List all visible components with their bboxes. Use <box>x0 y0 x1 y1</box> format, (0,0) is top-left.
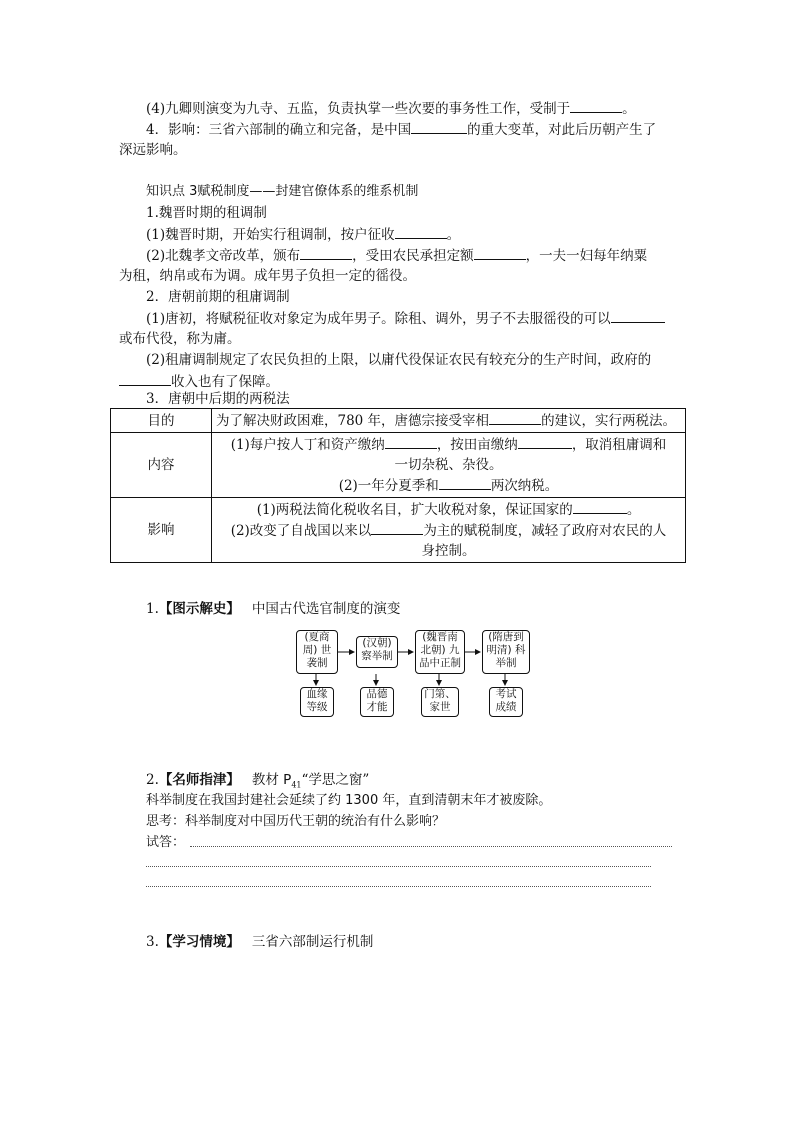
flow-sub-text: 门第、 <box>424 688 456 700</box>
section-1-title: 1.魏晋时期的租调制 <box>146 205 267 221</box>
effect-text-2a: (2)改变了自战国以来以 <box>230 523 372 539</box>
q2-number: 2. <box>146 772 159 788</box>
q1-number: 1. <box>146 601 159 617</box>
item-4-line <box>146 98 636 119</box>
q2-title-page: 41 <box>291 780 302 790</box>
flow-box-text: (夏商 <box>304 631 330 643</box>
q2-answer-label: 试答： <box>146 835 186 850</box>
q2-title-b: “学思之窗” <box>301 772 370 788</box>
flow-sub-text: 等级 <box>306 701 328 713</box>
flow-box-text: (魏晋南 <box>422 631 458 643</box>
content-text-1c: ，取消租庸调和 <box>571 437 667 453</box>
influence-text-a: 4．影响：三省六部制的确立和完备，是中国 <box>146 122 412 138</box>
flow-sub-text: 家世 <box>429 701 451 713</box>
flow-box-text: 袭制 <box>306 657 328 669</box>
answer-blank[interactable] <box>395 224 447 239</box>
s1-item2-text-d: 为租，纳帛或布为调。成年男子负担一定的徭役。 <box>119 268 416 284</box>
answer-line[interactable] <box>190 846 672 847</box>
flow-box-text: 北朝) 九 <box>420 644 460 656</box>
answer-blank[interactable] <box>371 520 423 535</box>
answer-blank[interactable] <box>300 245 352 260</box>
q3-tag: 【学习情境】 <box>158 934 240 950</box>
s2-item1-line <box>146 308 665 329</box>
q1-heading <box>146 599 400 619</box>
flow-sub-box <box>421 687 459 717</box>
flow-sub-box <box>300 687 334 717</box>
content-text-1b: ，按田亩缴纳 <box>436 437 518 453</box>
flow-box-text: 周) 世 <box>302 644 332 656</box>
flow-box-text: (汉朝) <box>362 637 392 649</box>
flow-sub-text: 成绩 <box>495 701 517 713</box>
flow-sub-box <box>360 687 394 717</box>
answer-blank[interactable] <box>411 119 467 134</box>
content-text-1a: (1)每户按人丁和资产缴纳 <box>230 437 385 453</box>
q2-statement: 科举制度在我国封建社会延续了约 1300 年，直到清朝末年才被废除。 <box>146 793 552 808</box>
flow-sub-text: 血缘 <box>306 688 328 700</box>
flow-sub-text: 品德 <box>366 688 388 700</box>
effect-text-1b: 。 <box>626 502 641 518</box>
section-3-title: 3．唐朝中后期的两税法 <box>146 391 290 407</box>
answer-blank[interactable] <box>439 475 491 490</box>
answer-blank[interactable] <box>119 371 171 386</box>
q2-tag: 【名师指津】 <box>158 772 240 788</box>
content-text-2a: (2)一年分夏季和 <box>338 478 439 494</box>
item-4-end: 。 <box>622 101 636 117</box>
table-row <box>111 498 686 563</box>
answer-blank[interactable] <box>573 499 627 514</box>
s1-item2-text-b: ，受田农民承担定额 <box>352 248 474 264</box>
table-row <box>111 433 686 498</box>
effect-cell <box>212 498 686 563</box>
selection-system-flowchart <box>296 630 536 720</box>
q2-title-a: 教材 P <box>251 772 292 788</box>
flow-box-text: 举制 <box>495 657 517 669</box>
effect-line-1 <box>216 499 681 520</box>
two-tax-table <box>110 408 686 563</box>
q3-title: 三省六部制运行机制 <box>251 934 374 950</box>
s2-item1-text-b: 或布代役，称为庸。 <box>119 331 241 347</box>
q3-heading <box>146 932 373 952</box>
answer-blank[interactable] <box>474 245 526 260</box>
flow-box-text: 明清) 科 <box>486 644 526 656</box>
s1-item2-line <box>146 245 647 266</box>
effect-text-2b: 为主的赋税制度，减轻了政府对农民的人 <box>423 523 667 539</box>
influence-line <box>146 119 656 140</box>
item-4-text: (4)九卿则演变为九寺、五监，负责执掌一些次要的事务性工作，受制于 <box>146 101 571 117</box>
section-2-title: 2．唐朝前期的租庸调制 <box>146 289 290 305</box>
s1-item2-text-c: ，一夫一妇每年纳粟 <box>525 248 648 264</box>
q1-title: 中国古代选官制度的演变 <box>251 601 401 617</box>
q2-question: 思考：科举制度对中国历代王朝的统治有什么影响？ <box>146 814 446 829</box>
answer-blank[interactable] <box>385 434 437 449</box>
row-label-content: 内容 <box>111 433 212 498</box>
answer-blank[interactable] <box>518 434 572 449</box>
row-label-effect: 影响 <box>111 498 212 563</box>
knowledge-point-title: 知识点 3赋税制度——封建官僚体系的维系机制 <box>146 184 419 199</box>
row-label-purpose: 目的 <box>111 409 212 433</box>
s2-item2-text-b: 收入也有了保障。 <box>171 374 279 390</box>
content-text-1d: 一切杂税、杂役。 <box>394 457 503 473</box>
answer-line[interactable] <box>146 886 651 887</box>
flow-sub-text: 才能 <box>366 701 388 713</box>
s1-item1-line <box>146 224 460 245</box>
s1-item2-text-a: (2)北魏孝文帝改革，颁布 <box>146 248 301 264</box>
effect-text-2c: 身控制。 <box>421 543 476 559</box>
q1-tag: 【图示解史】 <box>158 601 240 617</box>
flow-box-imperial-exam <box>482 630 530 674</box>
influence-text-b: 的重大变革，对此后历朝产生了 <box>467 122 657 138</box>
content-cell <box>212 433 686 498</box>
flow-box-text: 察举制 <box>361 650 393 662</box>
flow-box-hereditary <box>296 630 338 674</box>
content-line-2 <box>216 475 681 496</box>
influence-text-c: 深远影响。 <box>119 142 187 158</box>
s2-item1-text: (1)唐初，将赋税征收对象定为成年男子。除租、调外，男子不去服徭役的可以 <box>146 311 611 327</box>
purpose-cell <box>212 409 686 433</box>
flow-sub-box <box>489 687 523 717</box>
flow-box-text: 品中正制 <box>419 657 461 669</box>
answer-blank[interactable] <box>489 410 541 425</box>
effect-text-1a: (1)两税法简化税收名目，扩大收税对象，保证国家的 <box>256 502 573 518</box>
q3-number: 3. <box>146 934 159 950</box>
flow-box-recommendation <box>356 636 398 668</box>
s1-item1-end: 。 <box>446 227 461 243</box>
content-line-1 <box>216 434 681 455</box>
flow-box-nine-rank <box>415 630 465 674</box>
s1-item1-text: (1)魏晋时期，开始实行租调制，按户征收 <box>146 227 395 243</box>
content-text-2b: 两次纳税。 <box>490 478 559 494</box>
flow-box-text: (隋唐到 <box>488 631 524 643</box>
purpose-text-a: 为了解决财政困难，780 年，唐德宗接受宰相 <box>216 413 490 429</box>
answer-line[interactable] <box>146 866 651 867</box>
purpose-text-b: 的建议，实行两税法。 <box>541 413 677 429</box>
answer-blank[interactable] <box>570 98 622 113</box>
s2-item2-text: (2)租庸调制规定了农民负担的上限，以庸代役保证农民有较充分的生产时间，政府的 <box>146 352 652 368</box>
answer-blank[interactable] <box>611 308 665 323</box>
table-row <box>111 409 686 433</box>
effect-line-2 <box>216 520 681 541</box>
flow-sub-text: 考试 <box>495 688 517 700</box>
